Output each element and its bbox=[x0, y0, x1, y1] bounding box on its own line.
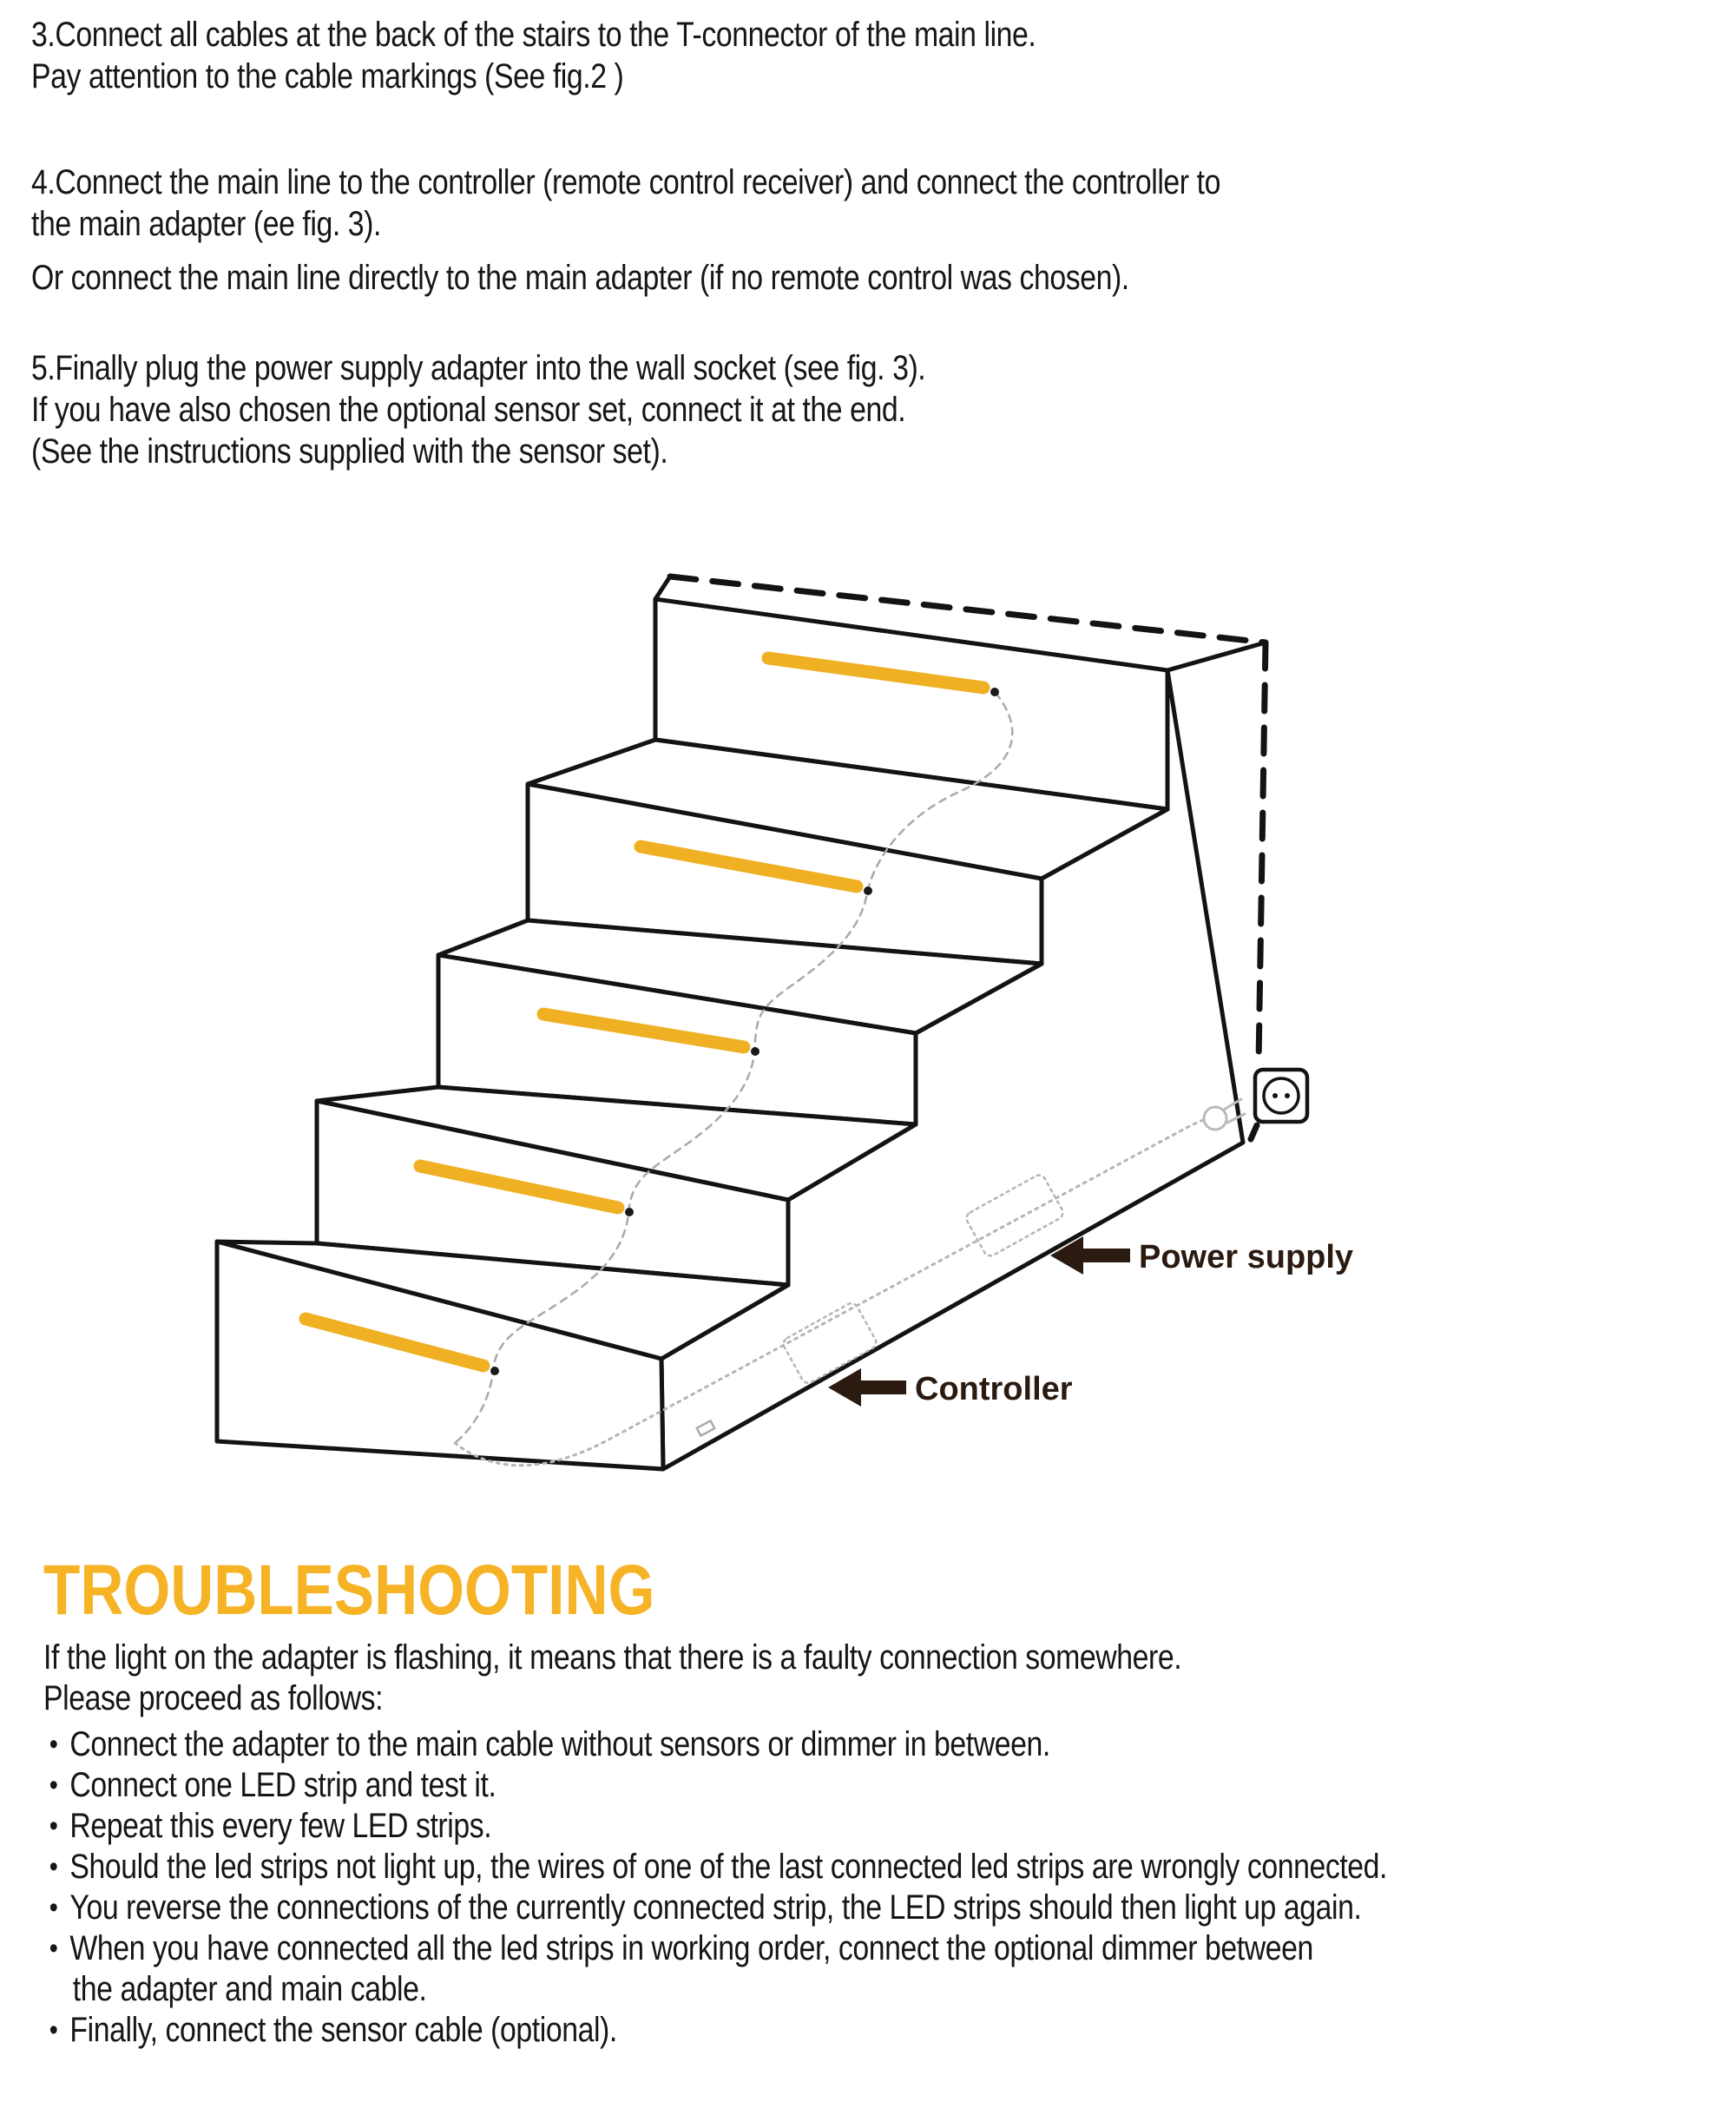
list-item bbox=[43, 1806, 1451, 1847]
step5-line-3: (See the instructions supplied with the sensor set). bbox=[31, 432, 668, 471]
list-item bbox=[43, 1928, 1451, 1969]
step4-line-2: the main adapter (ee fig. 3). bbox=[31, 205, 381, 243]
step5-line-1: 5.Finally plug the power supply adapter into the wall socket (see fig. 3). bbox=[31, 349, 926, 387]
bullet-dot: • bbox=[49, 1891, 58, 1924]
list-item-text: Should the led strips not light up, the wires of one of the last connected led strips are wrongly connected. bbox=[69, 1848, 1388, 1886]
list-item-text: Finally, connect the sensor cable (optional). bbox=[69, 2011, 617, 2049]
list-item-text: the adapter and main cable. bbox=[72, 1970, 427, 2008]
strip-connector bbox=[751, 1047, 760, 1056]
list-item-text: Connect one LED strip and test it. bbox=[69, 1766, 496, 1804]
strip-connector bbox=[990, 688, 999, 696]
bullet-dot: • bbox=[49, 1769, 58, 1802]
troubleshooting-heading: TROUBLESHOOTING bbox=[43, 1551, 655, 1630]
strip-connector bbox=[864, 886, 872, 895]
troubleshooting-section bbox=[43, 1552, 1451, 2051]
bullet-dot: • bbox=[49, 1850, 58, 1883]
step4-line-1: 4.Connect the main line to the controller (remote control receiver) and connect the controller to bbox=[31, 163, 1220, 201]
list-item-text: Repeat this every few LED strips. bbox=[69, 1807, 492, 1845]
list-item bbox=[43, 1888, 1451, 1928]
list-item-text: When you have connected all the led strips in working order, connect the optional dimmer between bbox=[69, 1929, 1313, 1967]
troubleshooting-intro-1: If the light on the adapter is flashing, it means that there is a faulty connection somewhere. bbox=[43, 1638, 1182, 1677]
power-supply-label: Power supply bbox=[1139, 1239, 1354, 1275]
controller-arrow bbox=[828, 1368, 906, 1407]
bullet-dot: • bbox=[49, 1809, 58, 1842]
list-item-text: Connect the adapter to the main cable without sensors or dimmer in between. bbox=[69, 1725, 1050, 1763]
strip-connector bbox=[625, 1208, 634, 1216]
list-item-continuation bbox=[43, 1969, 1451, 2010]
list-item bbox=[43, 1765, 1451, 1806]
list-item bbox=[43, 1724, 1451, 1765]
step4-alt-line-1: Or connect the main line directly to the main adapter (if no remote control was chosen). bbox=[31, 259, 1129, 297]
controller-label: Controller bbox=[915, 1371, 1073, 1407]
troubleshooting-intro-2: Please proceed as follows: bbox=[43, 1679, 384, 1717]
step3-line-1: 3.Connect all cables at the back of the stairs to the T-connector of the main line. bbox=[31, 16, 1036, 54]
bullet-dot: • bbox=[49, 1932, 58, 1965]
strip-connector bbox=[490, 1367, 499, 1375]
bullet-dot: • bbox=[49, 1728, 58, 1761]
list-item-text: You reverse the connections of the currently connected strip, the LED strips should then light up again. bbox=[69, 1888, 1362, 1927]
step5-line-2: If you have also chosen the optional sensor set, connect it at the end. bbox=[31, 391, 906, 429]
step3-line-2: Pay attention to the cable markings (See fig.2 ) bbox=[31, 57, 624, 96]
list-item bbox=[43, 2010, 1451, 2051]
wall-socket-icon bbox=[1255, 1070, 1307, 1122]
bullet-dot: • bbox=[49, 2013, 58, 2046]
troubleshooting-list bbox=[43, 1724, 1451, 2051]
list-item bbox=[43, 1847, 1451, 1888]
